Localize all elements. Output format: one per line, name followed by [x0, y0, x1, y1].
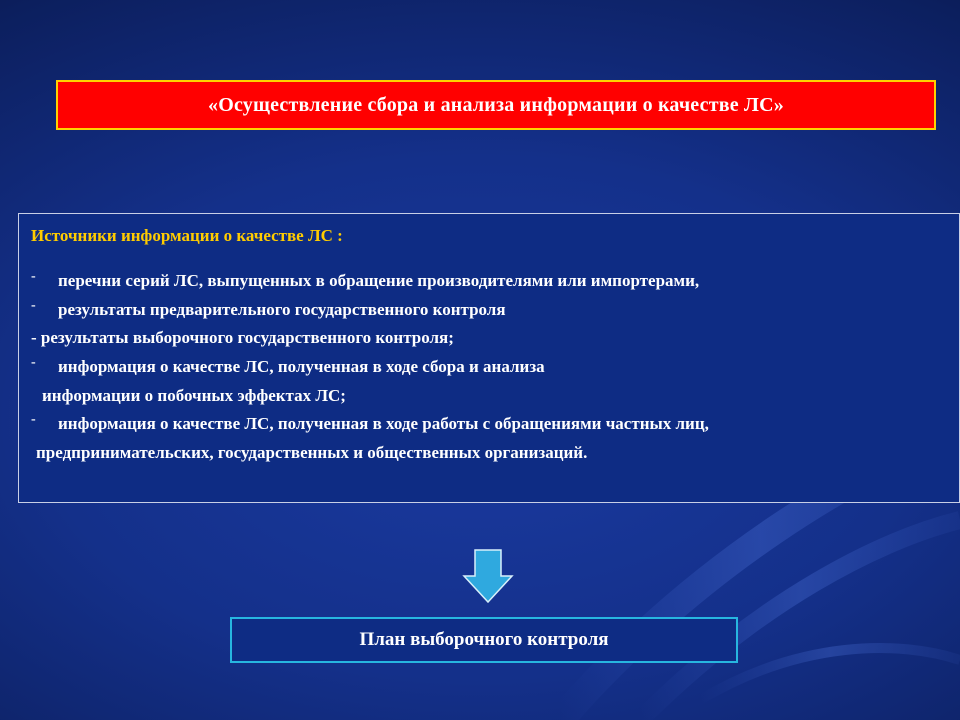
list-item-text: - результаты выборочного государственного контроля; — [31, 328, 454, 348]
down-arrow-icon — [462, 548, 514, 604]
plan-box — [230, 617, 738, 663]
list-item-text: результаты предварительного государственного контроля — [58, 299, 506, 319]
list-item-text: информация о качестве ЛС, полученная в ходе работы с обращениями частных лиц, — [58, 414, 709, 434]
sources-panel — [18, 213, 960, 503]
bullet-marker: - — [31, 269, 36, 284]
sources-heading: Источники информации о качестве ЛС : — [31, 226, 343, 245]
list-item — [31, 353, 959, 382]
plan-label: План выборочного контроля — [359, 629, 609, 650]
list-item-text: информации о побочных эффектах ЛС; — [42, 385, 346, 405]
list-item — [31, 267, 959, 296]
sources-list — [31, 267, 959, 468]
list-item-text: информация о качестве ЛС, полученная в ходе сбора и анализа — [58, 357, 545, 377]
list-item — [31, 410, 959, 439]
bullet-marker: - — [31, 355, 36, 371]
list-item-continuation — [31, 439, 959, 468]
title-banner — [56, 80, 936, 130]
list-item — [31, 296, 959, 325]
bullet-marker: - — [31, 412, 36, 428]
list-item — [31, 324, 959, 353]
list-item-text: предпринимательских, государственных и общественных организаций. — [36, 443, 588, 463]
list-item-continuation — [31, 382, 959, 411]
list-item-text: перечни серий ЛС, выпущенных в обращение производителями или импортерами, — [58, 271, 700, 290]
slide-title: «Осуществление сбора и анализа информации о качестве ЛС» — [208, 93, 784, 116]
bullet-marker: - — [31, 297, 36, 313]
